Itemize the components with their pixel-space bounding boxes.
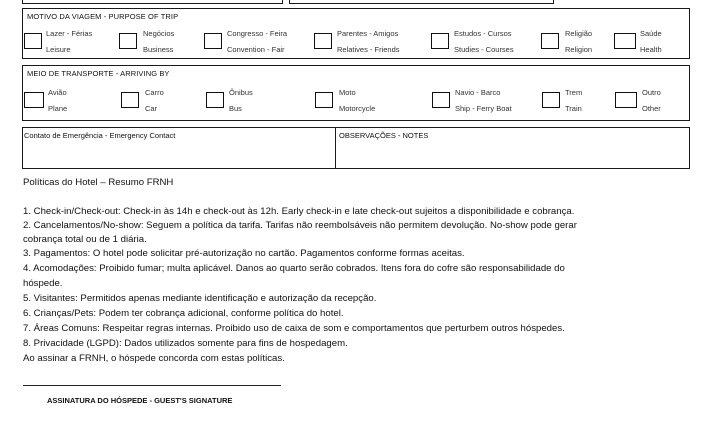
- option-label-en: Ship - Ferry Boat: [455, 104, 512, 113]
- option-label-pt: Carro: [145, 88, 164, 97]
- policy-line: cobrança total ou de 1 diária.: [23, 234, 147, 245]
- purpose-option-convention[interactable]: [204, 27, 304, 55]
- option-label-pt: Negócios: [143, 29, 175, 38]
- option-label-pt: Moto: [339, 88, 356, 97]
- option-label-pt: Lazer - Férias: [46, 29, 93, 38]
- transport-checkbox-motorcycle[interactable]: [315, 92, 333, 108]
- policies-title: Políticas do Hotel – Resumo FRNH: [23, 177, 174, 188]
- option-label-en: Studies - Courses: [454, 45, 514, 54]
- policy-line: 2. Cancelamentos/No-show: Seguem a política da tarifa. Tarifas não reembolsáveis não permitem devolução. No-show pode gerar: [23, 220, 577, 231]
- transport-option-bus[interactable]: [206, 86, 276, 114]
- transport-checkbox-bus[interactable]: [206, 92, 224, 108]
- option-label-en: Leisure: [46, 45, 71, 54]
- option-label-pt: Parentes - Amigos: [337, 29, 399, 38]
- policy-line: 6. Crianças/Pets: Podem ter cobrança adicional, conforme política do hotel.: [23, 308, 344, 319]
- transport-checkbox-train[interactable]: [542, 92, 560, 108]
- emergency-contact-label: Contato de Emergência - Emergency Contact: [24, 131, 176, 140]
- signature-line[interactable]: [23, 385, 281, 386]
- policy-line: 4. Acomodações: Proibido fumar; multa aplicável. Danos ao quarto serão cobrados. Itens fora do cofre são responsabilidade do: [23, 263, 565, 274]
- top-field-left[interactable]: [22, 0, 283, 4]
- notes-label: OBSERVAÇÕES - NOTES: [339, 131, 429, 140]
- purpose-checkbox-relatives[interactable]: [314, 33, 332, 49]
- purpose-of-trip-section: [22, 8, 690, 59]
- option-label-en: Motorcycle: [339, 104, 376, 113]
- purpose-of-trip-title: MOTIVO DA VIAGEM - PURPOSE OF TRIP: [27, 12, 179, 21]
- transport-option-train[interactable]: [542, 86, 612, 114]
- transport-option-car[interactable]: [121, 86, 191, 114]
- purpose-checkbox-health[interactable]: [614, 33, 636, 49]
- option-label-pt: Saúde: [640, 29, 662, 38]
- option-label-pt: Avião: [48, 88, 67, 97]
- transport-checkbox-other[interactable]: [615, 92, 637, 108]
- option-label-en: Health: [640, 45, 662, 54]
- transport-section: [22, 65, 690, 121]
- option-label-pt: Ônibus: [229, 88, 253, 97]
- policy-line: 5. Visitantes: Permitidos apenas mediante identificação e autorização da recepção.: [23, 293, 377, 304]
- option-label-pt: Congresso - Feira: [227, 29, 288, 38]
- emergency-contact-field[interactable]: [22, 127, 336, 169]
- option-label-en: Religion: [565, 45, 593, 54]
- purpose-checkbox-studies[interactable]: [431, 33, 449, 49]
- policy-line: 8. Privacidade (LGPD): Dados utilizados somente para fins de hospedagem.: [23, 338, 348, 349]
- policy-line: hóspede.: [23, 278, 63, 289]
- policy-line: 7. Áreas Comuns: Respeitar regras internas. Proibido uso de caixa de som e comportamentos que perturbem outros hóspedes.: [23, 323, 565, 334]
- top-field-right[interactable]: [289, 0, 554, 4]
- signature-label: ASSINATURA DO HÓSPEDE - GUEST'S SIGNATURE: [47, 396, 233, 405]
- option-label-en: Car: [145, 104, 158, 113]
- transport-option-motorcycle[interactable]: [315, 86, 405, 114]
- option-label-pt: Outro: [642, 88, 661, 97]
- purpose-option-relatives[interactable]: [314, 27, 414, 55]
- option-label-pt: Navio - Barco: [455, 88, 501, 97]
- transport-option-ship[interactable]: [432, 86, 537, 114]
- purpose-checkbox-leisure[interactable]: [24, 33, 42, 49]
- transport-checkbox-car[interactable]: [121, 92, 139, 108]
- purpose-option-religion[interactable]: [541, 27, 611, 55]
- purpose-option-leisure[interactable]: [24, 27, 114, 55]
- transport-checkbox-ship[interactable]: [432, 92, 450, 108]
- policy-agreement: Ao assinar a FRNH, o hóspede concorda com estas políticas.: [23, 353, 285, 364]
- option-label-en: Convention - Fair: [227, 45, 285, 54]
- purpose-option-studies[interactable]: [431, 27, 536, 55]
- purpose-option-health[interactable]: [614, 27, 684, 55]
- option-label-en: Train: [565, 104, 582, 113]
- transport-title: MEIO DE TRANSPORTE - ARRIVING BY: [27, 69, 170, 78]
- transport-option-plane[interactable]: [24, 86, 104, 114]
- option-label-en: Business: [143, 45, 174, 54]
- option-label-pt: Trem: [565, 88, 583, 97]
- policy-line: 3. Pagamentos: O hotel pode solicitar pré-autorização no cartão. Pagamentos conforme formas aceitas.: [23, 248, 465, 259]
- option-label-en: Plane: [48, 104, 68, 113]
- option-label-en: Bus: [229, 104, 242, 113]
- purpose-checkbox-business[interactable]: [119, 33, 137, 49]
- transport-checkbox-plane[interactable]: [24, 92, 44, 108]
- notes-field[interactable]: [335, 127, 690, 169]
- option-label-en: Other: [642, 104, 661, 113]
- purpose-checkbox-convention[interactable]: [204, 33, 222, 49]
- purpose-option-business[interactable]: [119, 27, 199, 55]
- option-label-pt: Religião: [565, 29, 593, 38]
- transport-option-other[interactable]: [615, 86, 685, 114]
- option-label-pt: Estudos - Cursos: [454, 29, 512, 38]
- policy-line: 1. Check-in/Check-out: Check-in às 14h e check-out às 12h. Early check-in e late check-out sujeitos a disponibilidade e cobrança.: [23, 206, 575, 217]
- purpose-checkbox-religion[interactable]: [541, 33, 559, 49]
- option-label-en: Relatives - Friends: [337, 45, 400, 54]
